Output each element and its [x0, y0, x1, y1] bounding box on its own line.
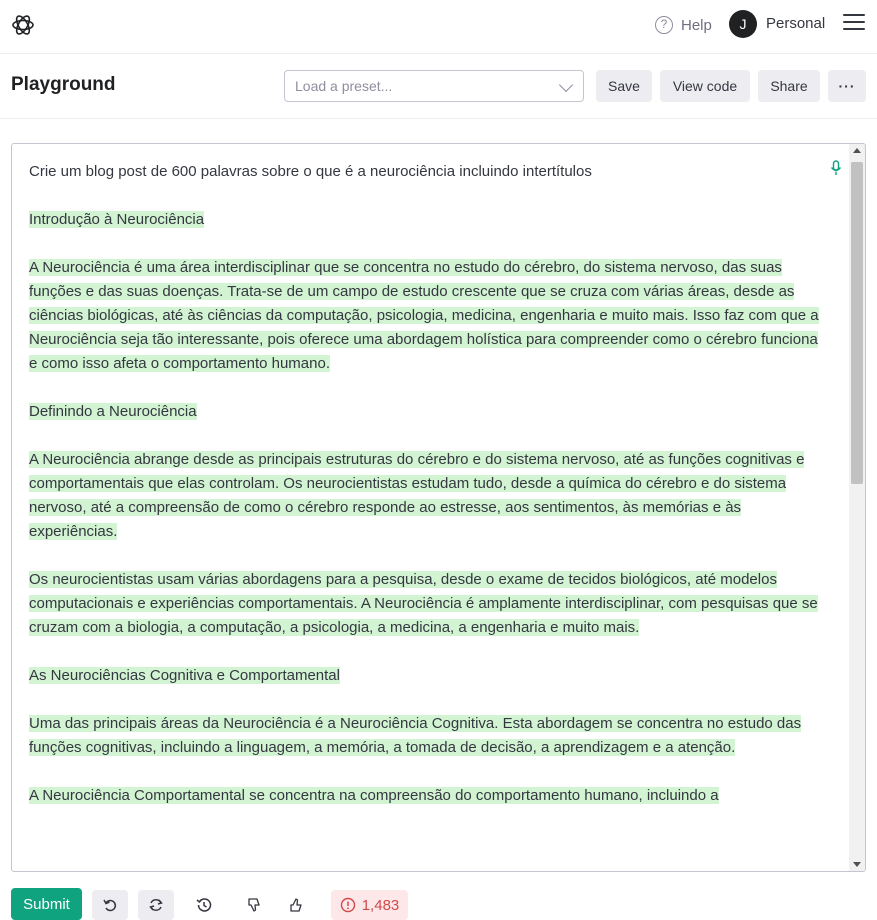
completion-heading: As Neurociências Cognitiva e Comportamental	[29, 667, 340, 684]
menu-icon[interactable]	[843, 14, 865, 34]
page-title: Playground	[11, 74, 116, 95]
preset-placeholder: Load a preset...	[295, 78, 393, 94]
openai-logo-icon[interactable]	[10, 12, 36, 38]
prompt-text: Crie um blog post de 600 palavras sobre o que é a neurociência incluindo intertítulos	[29, 163, 592, 180]
scroll-down-arrow[interactable]	[853, 862, 861, 867]
completion-paragraph: Os neurocientistas usam várias abordagens para a pesquisa, desde o exame de tecidos biológicos, até modelos computacionais e experiências comportamentais. A Neurociência é amplamente interdisciplinar, com pesquisas que se cruzam com a biologia, a computação, a psicologia, a medicina, a engenharia e muito mais.	[29, 571, 818, 636]
completion-paragraph: A Neurociência Comportamental se concentra na compreensão do comportamento humano, incluindo a	[29, 787, 719, 804]
preset-select[interactable]	[284, 70, 584, 102]
scroll-up-arrow[interactable]	[853, 148, 861, 153]
completion-heading: Definindo a Neurociência	[29, 403, 197, 420]
completion-paragraph: A Neurociência abrange desde as principais estruturas do cérebro e do sistema nervoso, até as funções cognitivas e comportamentais que elas controlam. Os neurocientistas estudam tudo, desde a química do cérebro e do sistema nervoso, até a compreensão de como o cérebro responde ao estresse, aos sentimentos, às memórias e às experiências.	[29, 451, 805, 540]
scrollbar-thumb[interactable]	[851, 162, 863, 484]
prompt-editor[interactable]	[11, 143, 866, 872]
completion-paragraph: A Neurociência é uma área interdisciplinar que se concentra no estudo do cérebro, do sistema nervoso, das suas funções e das suas doenças. Trata-se de um campo de estudo crescente que se cruza com várias áreas, desde as ciências biológicas, até às ciências da computação, psicologia, medicina, engenharia e muito mais. Isso faz com que a Neurociência seja tão interessante, pois oferece uma abordagem holística para compreender como o cérebro funciona e como isso afeta o comportamento humano.	[29, 259, 819, 372]
undo-icon	[102, 897, 118, 913]
playground-toolbar	[0, 54, 877, 119]
token-count-badge[interactable]	[331, 890, 408, 920]
completion-paragraph: Uma das principais áreas da Neurociência é a Neurociência Cognitiva. Esta abordagem se concentra no estudo das funções cognitivas, incluindo a linguagem, a memória, a tomada de decisão, a aprendizagem e a atenção.	[29, 715, 802, 756]
undo-button[interactable]	[92, 890, 128, 920]
alert-icon	[340, 897, 356, 913]
more-options-button[interactable]: ···	[828, 70, 866, 102]
submit-button[interactable]: Submit	[11, 888, 82, 920]
save-button[interactable]: Save	[596, 70, 652, 102]
view-code-button[interactable]: View code	[660, 70, 750, 102]
redo-icon	[148, 897, 164, 913]
regenerate-button[interactable]	[138, 890, 174, 920]
top-nav	[0, 0, 877, 54]
editor-scrollbar[interactable]	[849, 144, 865, 871]
thumbs-down-icon	[246, 897, 262, 913]
history-button[interactable]	[186, 890, 222, 920]
microphone-icon[interactable]	[830, 160, 842, 176]
thumbs-up-icon	[288, 897, 304, 913]
thumbs-up-button[interactable]	[278, 890, 314, 920]
help-label: Help	[681, 16, 712, 34]
chevron-down-icon	[559, 78, 573, 92]
help-icon: ?	[655, 16, 673, 34]
org-selector[interactable]: Personal	[766, 15, 826, 32]
editor-content[interactable]	[29, 160, 819, 832]
share-button[interactable]: Share	[758, 70, 820, 102]
avatar[interactable]: J	[729, 10, 757, 38]
token-count: 1,483	[361, 896, 400, 914]
history-icon	[195, 896, 213, 914]
completion-heading: Introdução à Neurociência	[29, 211, 205, 228]
thumbs-down-button[interactable]	[236, 890, 272, 920]
help-link[interactable]	[655, 15, 712, 35]
